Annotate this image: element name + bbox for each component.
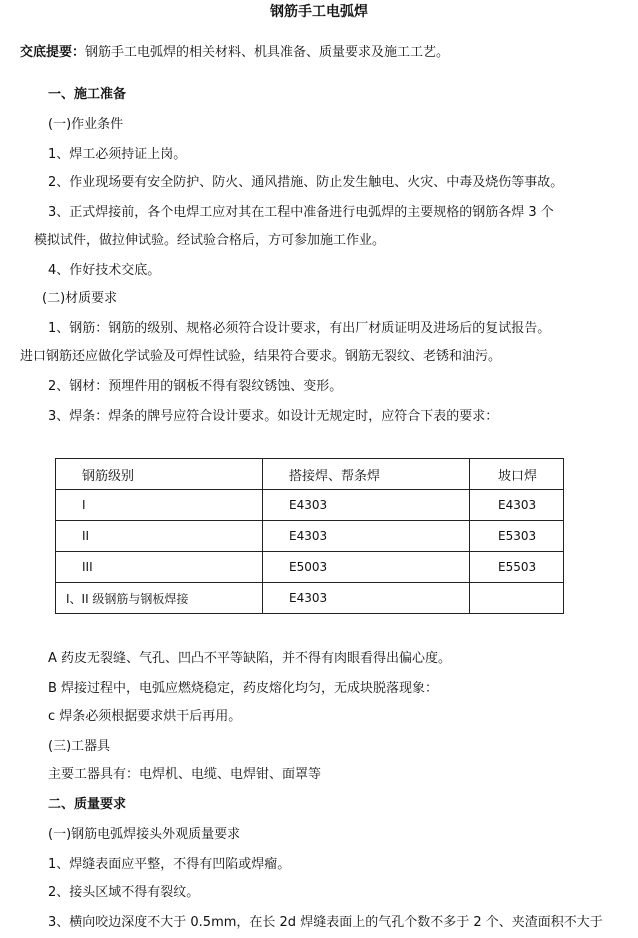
subheading-appearance: (一)钢筋电弧焊接头外观质量要求	[48, 827, 241, 842]
paragraph: 3、焊条：焊条的牌号应符合设计要求。如设计无规定时，应符合下表的要求：	[48, 409, 499, 424]
paragraph: 2、作业现场要有安全防护、防火、通风措施、防止发生触电、火灾、中毒及烧伤等事故。	[48, 175, 564, 190]
table-row	[56, 583, 564, 614]
paragraph: 1、钢筋：钢筋的级别、规格必须符合设计要求，有出厂材质证明及进场后的复试报告。	[48, 321, 551, 336]
paragraph: 2、钢材：预埋件用的钢板不得有裂纹锈蚀、变形。	[48, 379, 343, 394]
table-header-cell: 坡口焊	[470, 459, 564, 490]
note-b: B 焊接过程中，电弧应燃烧稳定，药皮熔化均匀，无成块脱落现象：	[48, 681, 439, 696]
subheading-tools: (三)工器具	[48, 739, 111, 754]
note-a: A 药皮无裂缝、气孔、凹凸不平等缺陷，并不得有肉眼看得出偏心度。	[48, 651, 452, 666]
summary-line	[20, 44, 449, 62]
paragraph: 进口钢筋还应做化学试验及可焊性试验，结果符合要求。钢筋无裂纹、老锈和油污。	[20, 349, 502, 364]
paragraph: 1、焊工必须持证上岗。	[48, 147, 187, 162]
table-header-cell: 钢筋级别	[56, 459, 263, 490]
table-cell: E4303	[470, 490, 564, 521]
table-row	[56, 521, 564, 552]
subheading-materials: (二)材质要求	[42, 291, 118, 306]
summary-text: 钢筋手工电弧焊的相关材料、机具准备、质量要求及施工工艺。	[85, 45, 450, 60]
table-cell: E5003	[263, 552, 470, 583]
table-cell: I、II 级钢筋与钢板焊接	[56, 583, 263, 614]
table-cell: E5303	[470, 521, 564, 552]
paragraph: 2、接头区域不得有裂纹。	[48, 885, 200, 900]
paragraph: 4、作好技术交底。	[48, 263, 161, 278]
subheading-work-conditions: (一)作业条件	[48, 117, 124, 132]
document-title: 钢筋手工电弧焊	[270, 4, 368, 20]
paragraph: 1、焊缝表面应平整，不得有凹陷或焊瘤。	[48, 857, 291, 872]
paragraph: 模拟试件，做拉伸试验。经试验合格后，方可参加施工作业。	[34, 233, 386, 248]
paragraph: 主要工器具有：电焊机、电缆、电焊钳、面罩等	[48, 767, 322, 782]
electrode-table	[55, 458, 564, 614]
table-header-row	[56, 459, 564, 490]
table-cell: E4303	[263, 521, 470, 552]
table-cell: II	[56, 521, 263, 552]
section-heading-quality: 二、质量要求	[48, 797, 127, 812]
table-cell: E4303	[263, 583, 470, 614]
summary-label: 交底提要：	[20, 45, 86, 60]
table-cell: I	[56, 490, 263, 521]
table-cell: III	[56, 552, 263, 583]
paragraph: 3、横向咬边深度不大于 0.5mm，在长 2d 焊缝表面上的气孔个数不多于 2 个、夹渣面积不大于	[48, 915, 603, 930]
table-header-cell: 搭接焊、帮条焊	[263, 459, 470, 490]
table-cell: E4303	[263, 490, 470, 521]
table-cell: E5503	[470, 552, 564, 583]
table-row	[56, 490, 564, 521]
note-c: c 焊条必须根据要求烘干后再用。	[48, 709, 242, 724]
paragraph: 3、正式焊接前，各个电焊工应对其在工程中准备进行电弧焊的主要规格的钢筋各焊 3 个	[48, 205, 554, 220]
section-heading-preparation: 一、施工准备	[48, 87, 127, 102]
table-cell	[470, 583, 564, 614]
table-row	[56, 552, 564, 583]
